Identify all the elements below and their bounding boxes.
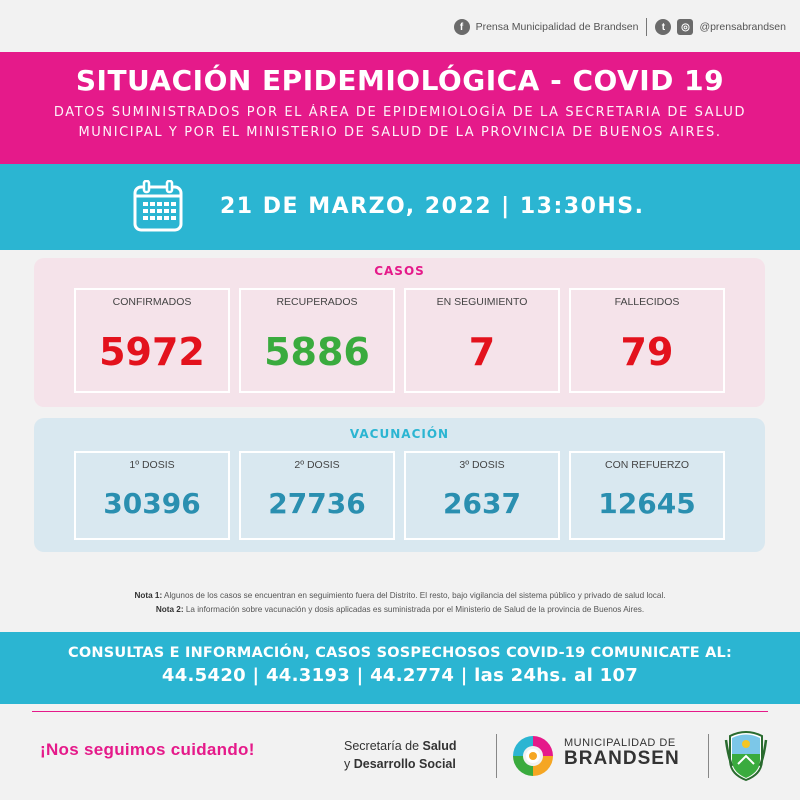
contact-phones[interactable]: 44.5420 | 44.3193 | 44.2774 | las 24hs. al 107 (161, 665, 639, 686)
footer-divider-vertical (496, 734, 497, 778)
stat-label: 3º DOSIS (459, 459, 505, 471)
stat-dosis-1 (74, 451, 230, 540)
stat-label: 2º DOSIS (294, 459, 340, 471)
header-banner (0, 52, 800, 164)
stat-value: 27736 (268, 487, 366, 520)
divider (646, 18, 647, 36)
secretaria-text: y (344, 757, 354, 771)
contact-band (0, 632, 800, 704)
date-band (0, 164, 800, 250)
municipalidad-small: MUNICIPALIDAD DE (564, 737, 676, 749)
stat-value: 30396 (103, 487, 201, 520)
secretaria-bold: Desarrollo Social (353, 757, 456, 771)
stat-value: 2637 (443, 487, 521, 520)
casos-panel (34, 258, 765, 407)
stat-label: EN SEGUIMIENTO (436, 296, 528, 308)
casos-title: CASOS (374, 264, 425, 278)
stat-refuerzo (569, 451, 725, 540)
twitter-icon[interactable]: t (655, 19, 671, 35)
contact-heading: CONSULTAS E INFORMACIÓN, CASOS SOSPECHOSOS COVID-19 COMUNICATE AL: (68, 645, 732, 661)
stat-label: RECUPERADOS (276, 296, 358, 308)
note-2-text: La información sobre vacunación y dosis aplicadas es suministrada por el Ministerio de Salud de la provincia de Buenos Aires. (185, 605, 645, 614)
page-title: SITUACIÓN EPIDEMIOLÓGICA - COVID 19 (75, 64, 725, 97)
footer-divider (32, 711, 768, 712)
calendar-icon (133, 180, 183, 232)
note-2 (0, 603, 800, 617)
social-bar (0, 0, 800, 52)
crest-icon (724, 726, 768, 782)
stat-label: CON REFUERZO (605, 459, 689, 471)
slogan: ¡Nos seguimos cuidando! (40, 740, 255, 759)
note-1-label: Nota 1: (134, 591, 163, 600)
stat-value: 5886 (264, 330, 370, 374)
subtitle-line-2: MUNICIPAL Y POR EL MINISTERIO DE SALUD DE LA PROVINCIA DE BUENOS AIRES. (78, 125, 722, 140)
stat-label: FALLECIDOS (614, 296, 680, 308)
municipalidad-logo-icon (509, 732, 557, 780)
report-date: 21 DE MARZO, 2022 | 13:30HS. (220, 194, 645, 219)
stat-value: 7 (468, 330, 496, 374)
note-1 (0, 589, 800, 603)
stat-en-seguimiento (404, 288, 560, 393)
secretaria-text: Secretaría de (344, 739, 423, 753)
social-handle[interactable]: @prensabrandsen (699, 21, 786, 33)
facebook-page-label[interactable]: Prensa Municipalidad de Brandsen (475, 21, 639, 33)
stat-recuperados (239, 288, 395, 393)
footer (0, 704, 800, 800)
stat-value: 12645 (598, 487, 696, 520)
footer-divider-vertical (708, 734, 709, 778)
stat-value: 5972 (99, 330, 205, 374)
stat-dosis-3 (404, 451, 560, 540)
municipalidad-name (564, 737, 680, 770)
vacunacion-title: VACUNACIÓN (349, 427, 450, 441)
secretaria-label (344, 737, 457, 773)
notes (0, 589, 800, 617)
stat-confirmados (74, 288, 230, 393)
stat-fallecidos (569, 288, 725, 393)
note-1-text: Algunos de los casos se encuentran en seguimiento fuera del Distrito. El resto, bajo vigilancia del sistema público y privado de salud local. (164, 591, 666, 600)
stat-value: 79 (620, 330, 674, 374)
stat-label: 1º DOSIS (129, 459, 175, 471)
stat-label: CONFIRMADOS (112, 296, 192, 308)
vacunacion-panel (34, 418, 765, 552)
facebook-icon[interactable]: f (454, 19, 470, 35)
secretaria-bold: Salud (422, 739, 457, 753)
municipalidad-big: BRANDSEN (564, 748, 680, 769)
note-2-label: Nota 2: (155, 605, 184, 614)
stat-dosis-2 (239, 451, 395, 540)
instagram-icon[interactable]: ◎ (677, 19, 693, 35)
subtitle-line-1: DATOS SUMINISTRADOS POR EL ÁREA DE EPIDEMIOLOGÍA DE LA SECRETARIA DE SALUD (53, 105, 747, 120)
